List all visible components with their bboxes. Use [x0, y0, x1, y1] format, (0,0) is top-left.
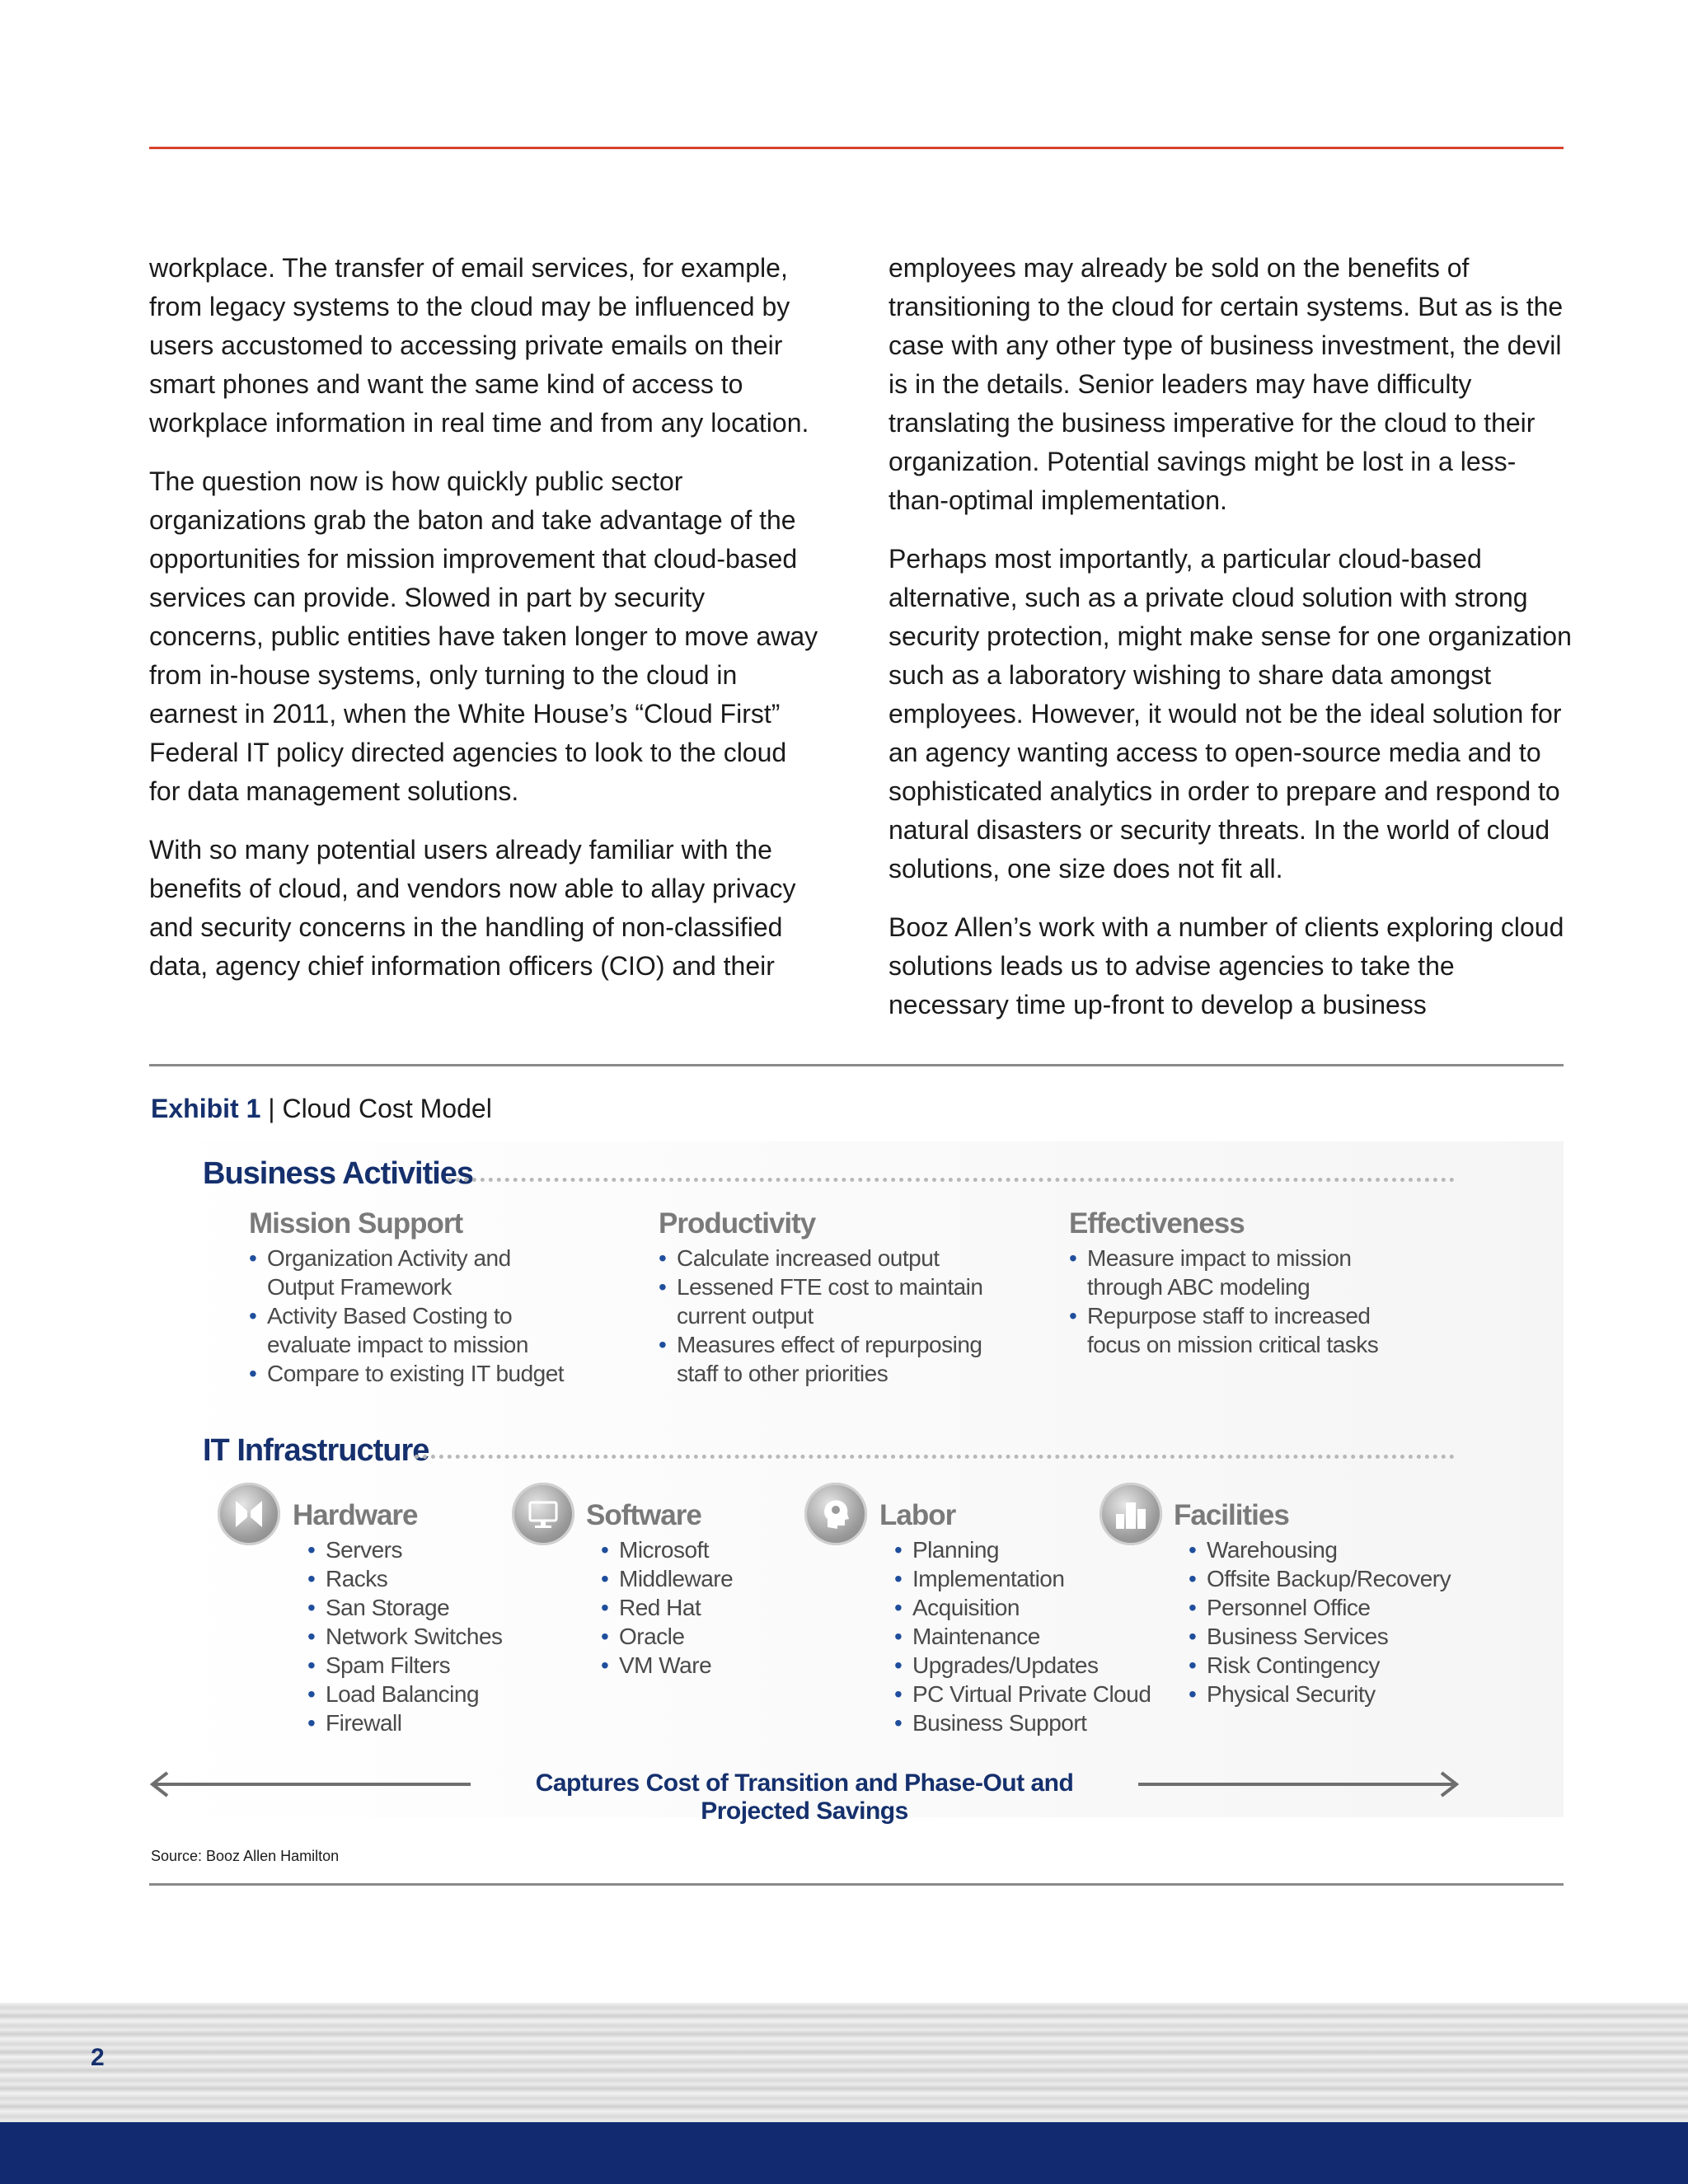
business-activities-heading: Business Activities	[203, 1156, 474, 1191]
right-paragraph-3: Booz Allen’s work with a number of clients exploring cloud solutions leads us to advise agencies to take the necessary time up-front to develop a business	[889, 912, 1564, 1019]
list-item: • Servers	[307, 1535, 503, 1564]
list-item: • Racks	[307, 1564, 503, 1593]
it-infrastructure-dotted-line	[415, 1455, 1455, 1459]
list-item: • Microsoft	[601, 1535, 733, 1564]
exhibit-label: Exhibit 1	[151, 1094, 261, 1123]
left-paragraph-2: The question now is how quickly public sector organizations grab the baton and take advantage of the opportunities for mission improvement that cloud-based services can provide. Slowed in part by security concerns, public entities have taken longer to move away from in-house systems, only turning to the cloud in earnest in 2011, when the White House’s “Cloud First” Federal IT policy directed agencies to look to the cloud for data management solutions.	[149, 466, 818, 806]
exhibit-title-text: Cloud Cost Model	[282, 1094, 492, 1123]
right-paragraph-2: Perhaps most importantly, a particular cloud-based alternative, such as a private cloud solution with strong security protection, might make sense for one organization such as a laboratory wishing to share data amongst employees. However, it would not be the ideal solution for an agency wanting access to open-source media and to sophisticated analytics in order to prepare and respond to natural disasters or security threats. In the world of cloud solutions, one size does not fit all.	[889, 544, 1572, 883]
footer-navy-bar	[0, 2122, 1688, 2184]
exhibit-title	[151, 1092, 492, 1125]
software-monitor-icon	[512, 1483, 574, 1545]
source-note: Source: Booz Allen Hamilton	[151, 1848, 340, 1864]
list-item: • Repurpose staff to increased focus on mission critical tasks	[1069, 1301, 1417, 1359]
cost-arrow-label: Captures Cost of Transition and Phase-Out and Projected Savings	[535, 1769, 1074, 1825]
exhibit-separator: |	[260, 1094, 283, 1123]
list-item: • Physical Security	[1189, 1680, 1451, 1708]
footer-metallic-band	[0, 2003, 1688, 2122]
facilities-title: Facilities	[1174, 1499, 1289, 1531]
hardware-icon	[218, 1483, 280, 1545]
list-item: • Maintenance	[894, 1622, 1151, 1651]
hardware-title: Hardware	[293, 1499, 418, 1531]
list-item: • Business Services	[1189, 1622, 1451, 1651]
labor-head-gears-icon	[804, 1483, 867, 1545]
software-title: Software	[586, 1499, 701, 1531]
hardware-block	[293, 1499, 503, 1737]
list-item: • Lessened FTE cost to maintain current output	[659, 1272, 1006, 1330]
list-item: • Acquisition	[894, 1593, 1151, 1622]
right-text-column	[889, 249, 1573, 1044]
right-paragraph-1: employees may already be sold on the benefits of transitioning to the cloud for certain systems. But as is the case with any other type of business investment, the devil is in the details. Senior leaders may have difficulty translating the business imperative for the cloud to their organization. Potential savings might be lost in a less-than-optimal implementation.	[889, 253, 1564, 515]
list-item: • Measures effect of repurposing staff to other priorities	[659, 1330, 1023, 1388]
list-item: • Risk Contingency	[1189, 1651, 1451, 1680]
list-item: • Business Support	[894, 1708, 1151, 1737]
left-text-column	[149, 249, 818, 1005]
list-item: • Firewall	[307, 1708, 503, 1737]
business-activities-dotted-line	[448, 1178, 1455, 1182]
mission-support-title: Mission Support	[249, 1207, 463, 1240]
list-item: • VM Ware	[601, 1651, 733, 1680]
exhibit-bottom-rule	[149, 1883, 1564, 1886]
list-item: • Warehousing	[1189, 1535, 1451, 1564]
list-item: • Planning	[894, 1535, 1151, 1564]
effectiveness-title: Effectiveness	[1069, 1207, 1245, 1240]
left-paragraph-3: With so many potential users already familiar with the benefits of cloud, and vendors now able to allay privacy and security concerns in the handling of non-classified data, agency chief information officers (CIO) and their	[149, 835, 796, 981]
list-item: • PC Virtual Private Cloud	[894, 1680, 1151, 1708]
page-number: 2	[91, 2044, 105, 2071]
list-item: • Middleware	[601, 1564, 733, 1593]
list-item: • Red Hat	[601, 1593, 733, 1622]
cloud-cost-model-diagram	[149, 1141, 1564, 1825]
exhibit-top-rule	[149, 1064, 1564, 1066]
list-item: • Measure impact to mission through ABC modeling	[1069, 1244, 1384, 1301]
list-item: • Load Balancing	[307, 1680, 503, 1708]
list-item: • Activity Based Costing to evaluate impact to mission	[249, 1301, 531, 1359]
list-item: • Network Switches	[307, 1622, 503, 1651]
list-item: • Compare to existing IT budget	[249, 1359, 613, 1388]
list-item: • Personnel Office	[1189, 1593, 1451, 1622]
labor-title: Labor	[879, 1499, 956, 1531]
left-paragraph-1: workplace. The transfer of email services, for example, from legacy systems to the cloud may be influenced by users accustomed to accessing private emails on their smart phones and want the same kind of access to workplace information in real time and from any location.	[149, 253, 809, 438]
list-item: • Upgrades/Updates	[894, 1651, 1151, 1680]
list-item: • San Storage	[307, 1593, 503, 1622]
software-block	[586, 1499, 733, 1680]
facilities-buildings-icon	[1100, 1483, 1162, 1545]
list-item: • Organization Activity and Output Framework	[249, 1244, 531, 1301]
productivity-block	[659, 1207, 1023, 1388]
list-item: • Implementation	[894, 1564, 1151, 1593]
top-accent-rule	[149, 147, 1564, 149]
list-item: • Oracle	[601, 1622, 733, 1651]
mission-support-block	[249, 1207, 613, 1388]
facilities-block	[1174, 1499, 1451, 1708]
it-infrastructure-heading: IT Infrastructure	[203, 1433, 429, 1468]
list-item: • Calculate increased output	[659, 1244, 1023, 1272]
list-item: • Spam Filters	[307, 1651, 503, 1680]
productivity-title: Productivity	[659, 1207, 816, 1240]
effectiveness-block	[1069, 1207, 1417, 1359]
list-item: • Offsite Backup/Recovery	[1189, 1564, 1451, 1593]
